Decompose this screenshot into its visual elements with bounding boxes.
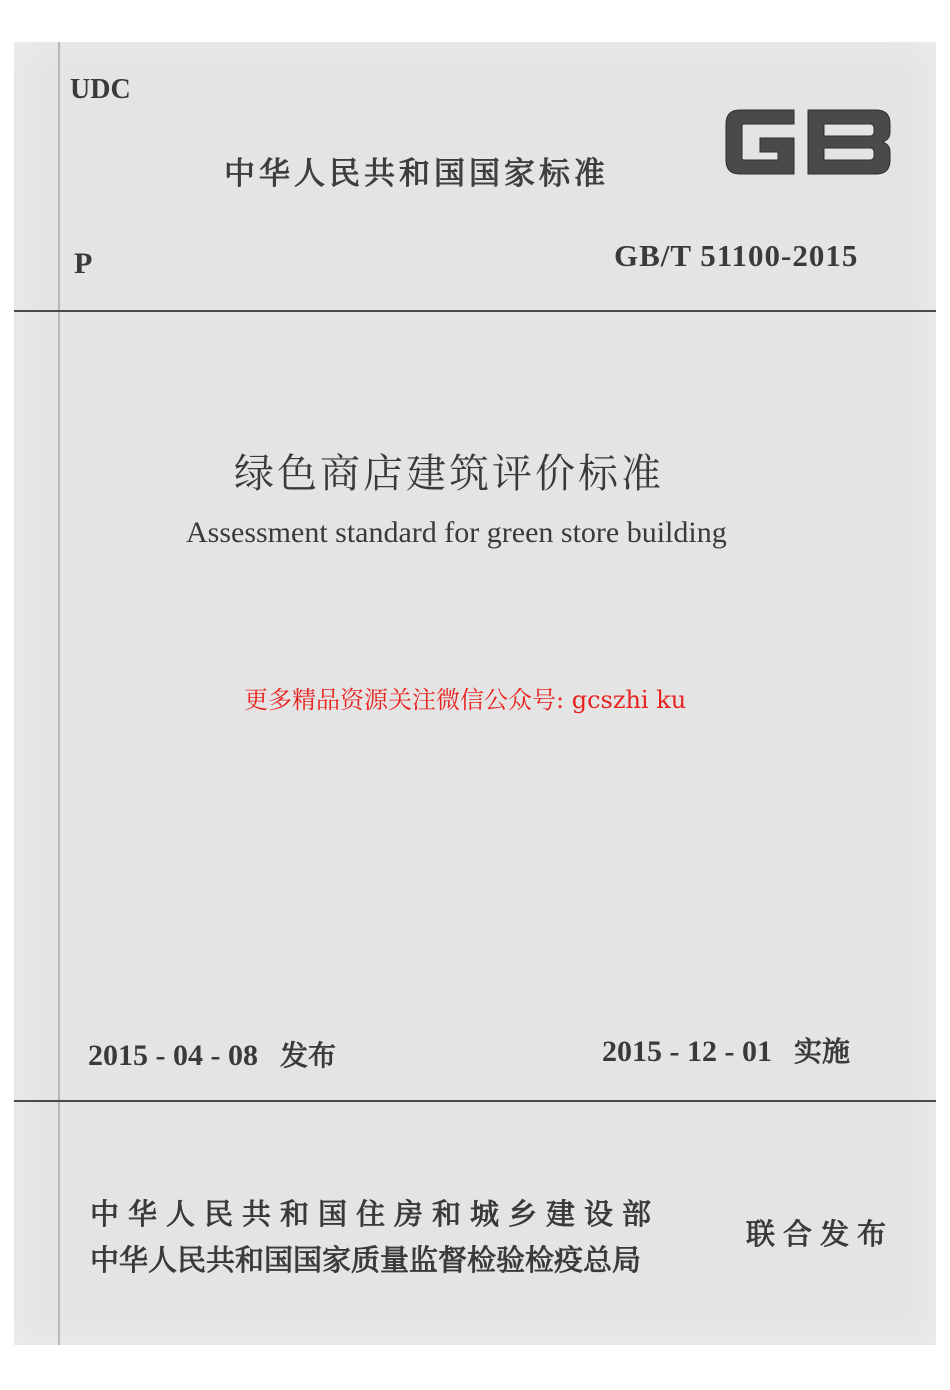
issue-date: 2015 - 04 - 08 [88,1039,258,1072]
title-chinese: 绿色商店建筑评价标准 [234,451,664,497]
cover-page [14,42,936,1345]
gb-logo-icon [720,102,896,182]
issue-date-line [88,1034,336,1074]
spine-line [58,42,60,1345]
title-english: Assessment standard for green store building [186,516,727,549]
udc-label: UDC [70,74,131,105]
issuer-aqsiq: 中华人民共和国国家质量监督检验检疫总局 [90,1243,642,1277]
top-divider [14,310,936,312]
effective-date-line [602,1030,850,1070]
effective-date: 2015 - 12 - 01 [602,1035,772,1068]
issuer-ministry: 中华人民共和国住房和城乡建设部 [90,1197,661,1231]
issue-label: 发布 [279,1039,336,1072]
bottom-divider [14,1100,936,1102]
category-code: P [74,247,93,280]
national-standard-heading: 中华人民共和国国家标准 [224,156,609,192]
watermark-notice: 更多精品资源关注微信公众号: gcszhi ku [244,686,687,714]
standard-number: GB/T 51100-2015 [614,238,859,273]
effective-label: 实施 [793,1035,850,1068]
joint-issue-label: 联合发布 [746,1217,895,1251]
